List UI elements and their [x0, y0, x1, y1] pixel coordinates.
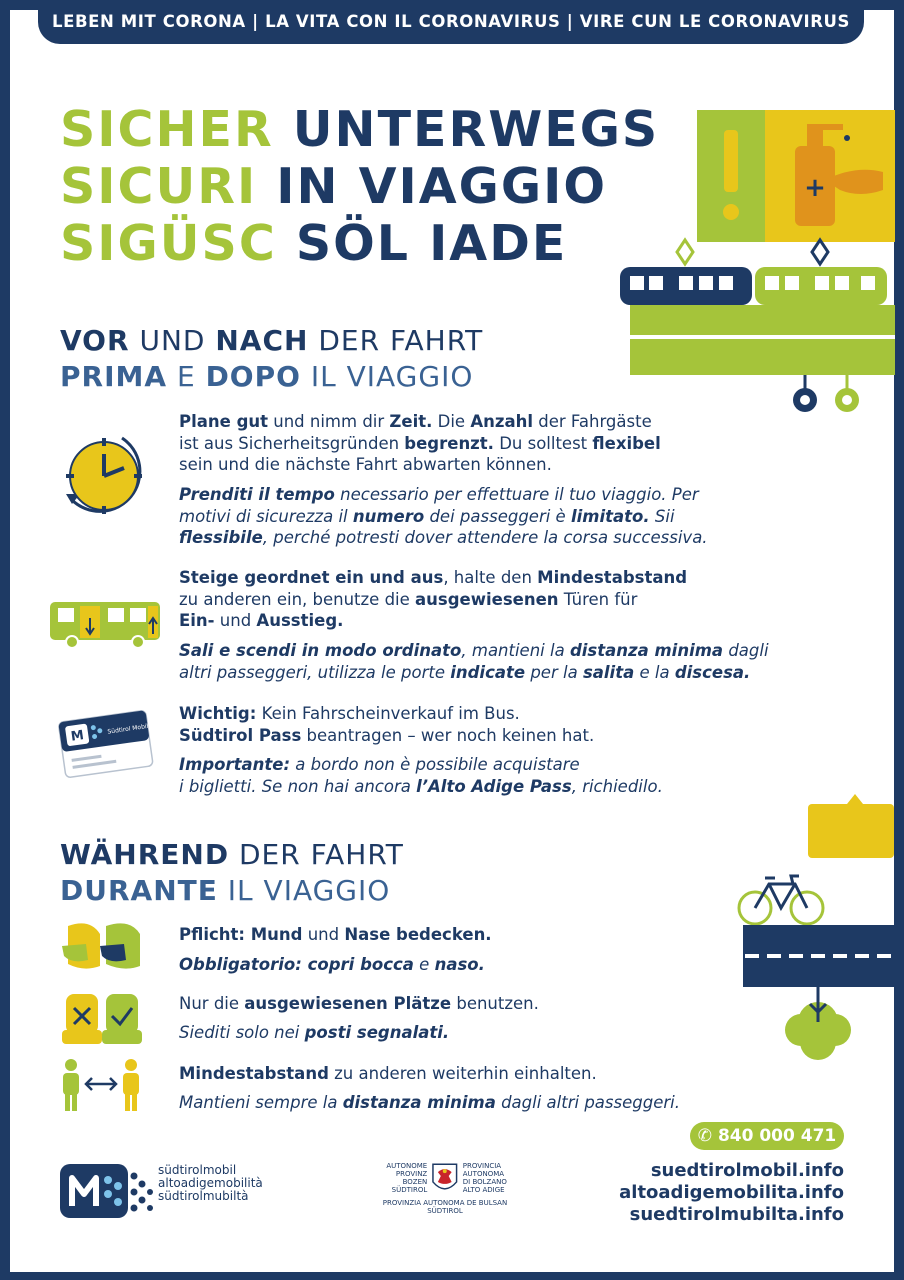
text-plan-it: Prenditi il tempo necessario per effettuare il tuo viaggio. Per motivi di sicurezza il numero dei passeggeri è limitato. Sii flessibile, perché potresti dover attendere la corsa successiva. — [179, 485, 708, 547]
section-during-de: WÄHREND DER FAHRT — [60, 838, 404, 871]
url-suedtirolmubilta[interactable]: suedtirolmubilta.info — [629, 1204, 844, 1225]
text-ticket-de: Wichtig: Kein Fahrscheinverkauf im Bus. Südtirol Pass beantragen – wer noch keinen hat. — [179, 704, 595, 745]
url-altoadigemobilita[interactable]: altoadigemobilita.info — [619, 1182, 844, 1203]
svg-text:M: M — [69, 728, 85, 745]
masks-icon — [58, 920, 148, 978]
bike-road-illustration — [735, 790, 895, 1065]
province-text-lad: PROVINZIA AUTONOMA DE BULSAN SÜDTIROL — [382, 1199, 508, 1215]
text-seats-it: Siediti solo nei posti segnalati. — [179, 1023, 450, 1042]
text-ticket-it: Importante: a bordo non è possibile acquistare i biglietti. Se non hai ancora l’Alto Adige Pass, richiedilo. — [179, 755, 663, 796]
text-distance-de: Mindestabstand zu anderen weiterhin einhalten. — [179, 1064, 597, 1083]
hygiene-tram-illustration — [615, 110, 895, 420]
phone-icon: ✆ — [697, 1126, 713, 1146]
section-before-after-it: PRIMA E DOPO IL VIAGGIO — [60, 360, 474, 393]
province-text-it: PROVINCIA AUTONOMA DI BOLZANO ALTO ADIGE — [462, 1162, 507, 1194]
website-links — [619, 1160, 844, 1226]
logo-names: südtirolmobil altoadigemobilità südtirolmubiltà — [158, 1163, 263, 1203]
text-plan-de: Plane gut und nimm dir Zeit. Die Anzahl der Fahrgäste ist aus Sicherheitsgründen begrenzt. Du solltest flexibel sein und die nächste Fahrt abwarten können. — [179, 412, 661, 474]
distance-icon — [60, 1058, 142, 1114]
seats-icon — [62, 990, 142, 1046]
bus-doors-icon — [50, 598, 162, 652]
text-boarding-it: Sali e scendi in modo ordinato, mantieni la distanza minima dagli altri passeggeri, utilizza le porte indicate per la salita e la discesa. — [179, 641, 769, 682]
clock-icon — [60, 432, 155, 527]
text-mask-de: Pflicht: Mund und Nase bedecken. — [179, 925, 492, 944]
title-line-de: SICHER UNTERWEGS — [60, 101, 660, 158]
phone-number: 840 000 471 — [717, 1126, 837, 1146]
title-line-it: SICURI IN VIAGGIO — [60, 158, 607, 215]
section-before-after-de: VOR UND NACH DER FAHRT — [60, 324, 484, 357]
text-boarding-de: Steige geordnet ein und aus, halte den Mindestabstand zu anderen ein, benutze die ausgewiesenen Türen für Ein- und Ausstieg. — [179, 568, 688, 630]
svg-text:Südtirol Mobil: Südtirol Mobil — [107, 722, 149, 736]
header-bar: LEBEN MIT CORONA | LA VITA CON IL CORONAVIRUS | VIRE CUN LE CORONAVIRUS — [38, 0, 864, 44]
phone-badge[interactable] — [690, 1122, 844, 1150]
text-distance-it: Mantieni sempre la distanza minima dagli altri passeggeri. — [179, 1093, 680, 1112]
text-mask-it: Obbligatorio: copri bocca e naso. — [179, 955, 485, 974]
suedtirolmobil-logo — [60, 1162, 156, 1220]
pass-card-icon — [56, 708, 156, 784]
section-during-it: DURANTE IL VIAGGIO — [60, 874, 391, 907]
text-seats-de: Nur die ausgewiesenen Plätze benutzen. — [179, 994, 539, 1013]
province-emblem — [380, 1162, 510, 1215]
eagle-crest-icon — [430, 1162, 460, 1196]
svg-text:+: + — [804, 173, 826, 203]
title-line-lad: SIGÜSC SÖL IADE — [60, 215, 568, 272]
province-text-de: AUTONOME PROVINZ BOZEN SÜDTIROL — [386, 1162, 428, 1194]
url-suedtirolmobil[interactable]: suedtirolmobil.info — [650, 1160, 844, 1181]
